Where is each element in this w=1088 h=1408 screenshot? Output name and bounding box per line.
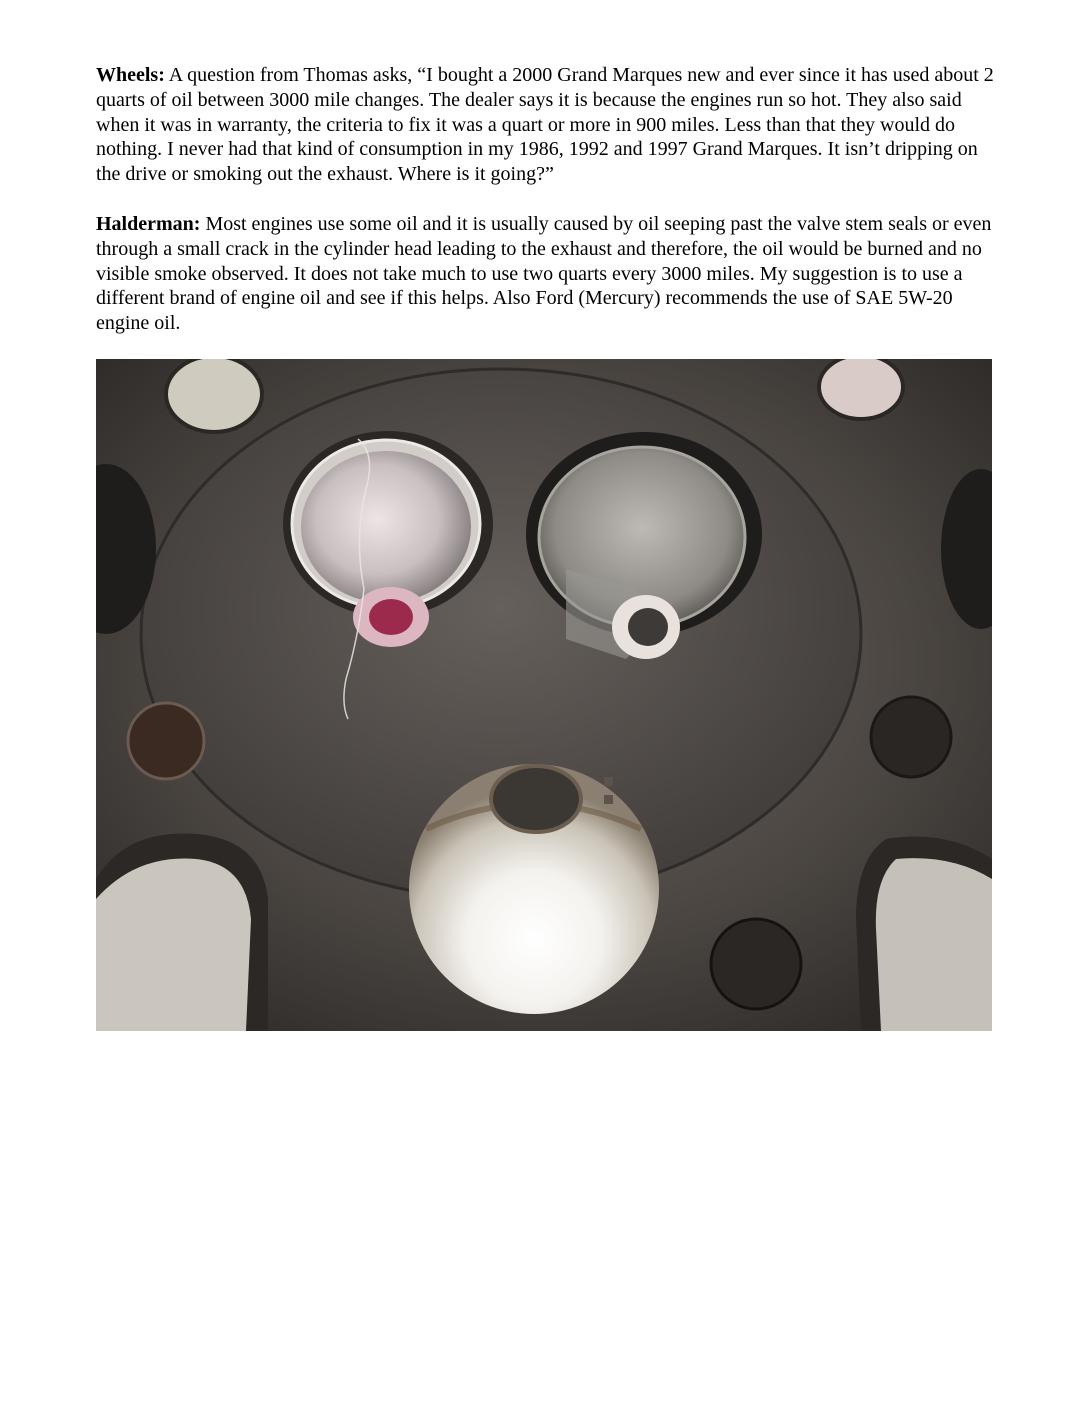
speaker-label-halderman: Halderman:: [96, 213, 201, 235]
speaker-label-wheels: Wheels:: [96, 64, 165, 86]
answer-text: Most engines use some oil and it is usually caused by oil seeping past the valve stem seals or even through a small crack in the cylinder head leading to the exhaust and therefore, the oil would be burned and no visible smoke observed. It does not take much to use two quarts every 3000 miles. My suggestion is to use a different brand of engine oil and see if this helps. Also Ford (Mercury) recommends the use of SAE 5W-20 engine oil.: [96, 213, 992, 335]
question-paragraph: [96, 63, 1006, 187]
answer-paragraph: [96, 212, 1006, 336]
cylinder-head-illustration: [96, 359, 992, 1031]
question-text: A question from Thomas asks, “I bought a 2000 Grand Marques new and ever since it has used about 2 quarts of oil between 3000 mile changes. The dealer says it is because the engines run so hot. They also said when it was in warranty, the criteria to fix it was a quart or more in 900 miles. Less than that they would do nothing. I never had that kind of consumption in my 1986, 1992 and 1997 Grand Marques. It isn’t dripping on the drive or smoking out the exhaust. Where is it going?”: [96, 64, 994, 186]
cylinder-head-photo: [96, 359, 992, 1031]
